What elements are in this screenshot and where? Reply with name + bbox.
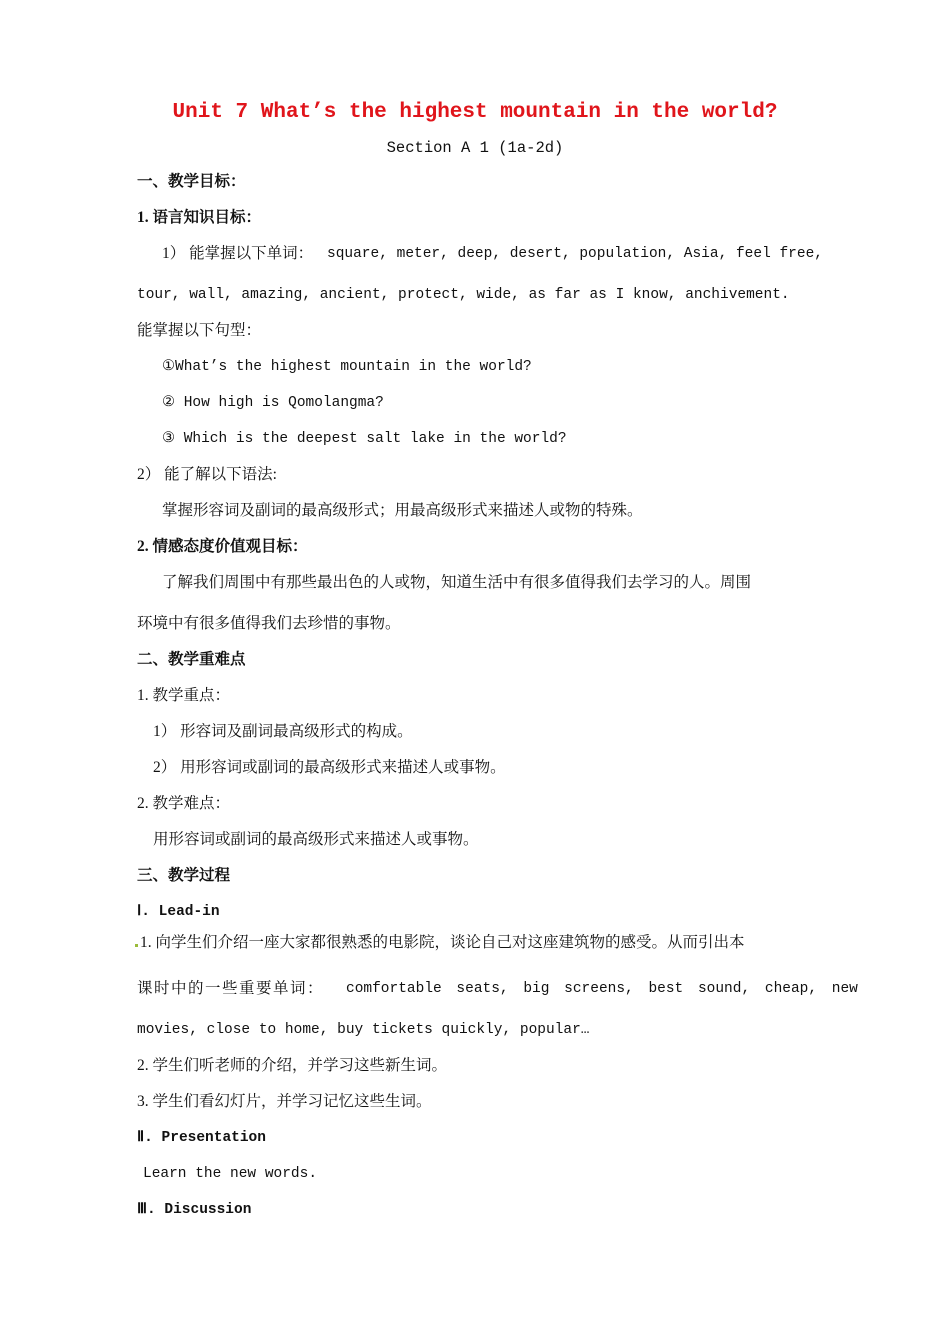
revision-mark bbox=[135, 944, 138, 947]
step-heading-lead-in: Ⅰ. Lead-in bbox=[137, 904, 220, 920]
document-title: Unit 7 What’s the highest mountain in the world? bbox=[172, 101, 778, 124]
sentence-item: ③ Which is the deepest salt lake in the world? bbox=[162, 431, 567, 447]
subheading-difficulties: 2. 教学难点： bbox=[137, 795, 231, 812]
attitude-line-1: 了解我们周围中有那些最出色的人或物，知道生活中有很多值得我们去学习的人。周围 bbox=[162, 574, 752, 591]
section-heading-objectives: 一、教学目标： bbox=[137, 173, 246, 190]
lead-in-line-3: movies, close to home, buy tickets quickly, popular… bbox=[137, 1022, 590, 1038]
key-point-item: 2） 用形容词或副词的最高级形式来描述人或事物。 bbox=[153, 759, 506, 776]
document-subtitle: Section A 1 (1a-2d) bbox=[386, 139, 564, 157]
attitude-line-2: 环境中有很多值得我们去珍惜的事物。 bbox=[137, 615, 401, 632]
grammar-intro: 2） 能了解以下语法: bbox=[137, 466, 277, 483]
vocab-words-line-2: tour, wall, amazing, ancient, protect, wide, as far as I know, anchivement. bbox=[137, 287, 790, 303]
sentence-item: ①What’s the highest mountain in the world? bbox=[162, 359, 532, 375]
subheading-language-knowledge: 1. 语言知识目标： bbox=[137, 209, 262, 226]
step-heading-presentation: Ⅱ. Presentation bbox=[137, 1130, 266, 1146]
step-heading-discussion: Ⅲ. Discussion bbox=[137, 1202, 252, 1218]
lead-in-line-1: 1. 向学生们介绍一座大家都很熟悉的电影院，谈论自己对这座建筑物的感受。从而引出本 bbox=[140, 934, 745, 951]
subheading-attitude: 2. 情感态度价值观目标： bbox=[137, 538, 308, 555]
sentence-item: ② How high is Qomolangma? bbox=[162, 395, 384, 411]
sentence-intro: 能掌握以下句型： bbox=[137, 322, 262, 339]
section-heading-key-points: 二、教学重难点 bbox=[137, 651, 246, 668]
section-heading-process: 三、教学过程 bbox=[137, 867, 231, 884]
lead-in-line-2-cn: 课时中的一些重要单词： bbox=[137, 980, 325, 997]
key-point-item: 1） 形容词及副词最高级形式的构成。 bbox=[153, 723, 413, 740]
difficulty-item: 用形容词或副词的最高级形式来描述人或事物。 bbox=[153, 831, 479, 848]
lead-in-step-3: 3. 学生们看幻灯片，并学习记忆这些生词。 bbox=[137, 1093, 432, 1110]
lead-in-line-2-en: comfortable seats, big screens, best sound, cheap, new bbox=[346, 981, 858, 997]
vocab-words-line-1: square, meter, deep, desert, population, Asia, feel free, bbox=[327, 246, 823, 262]
grammar-text: 掌握形容词及副词的最高级形式；用最高级形式来描述人或物的特殊。 bbox=[162, 502, 643, 519]
subheading-key-points: 1. 教学重点： bbox=[137, 687, 231, 704]
lead-in-step-2: 2. 学生们听老师的介绍，并学习这些新生词。 bbox=[137, 1057, 448, 1074]
presentation-text: Learn the new words. bbox=[143, 1166, 318, 1182]
vocab-intro: 1） 能掌握以下单词： bbox=[162, 245, 314, 262]
